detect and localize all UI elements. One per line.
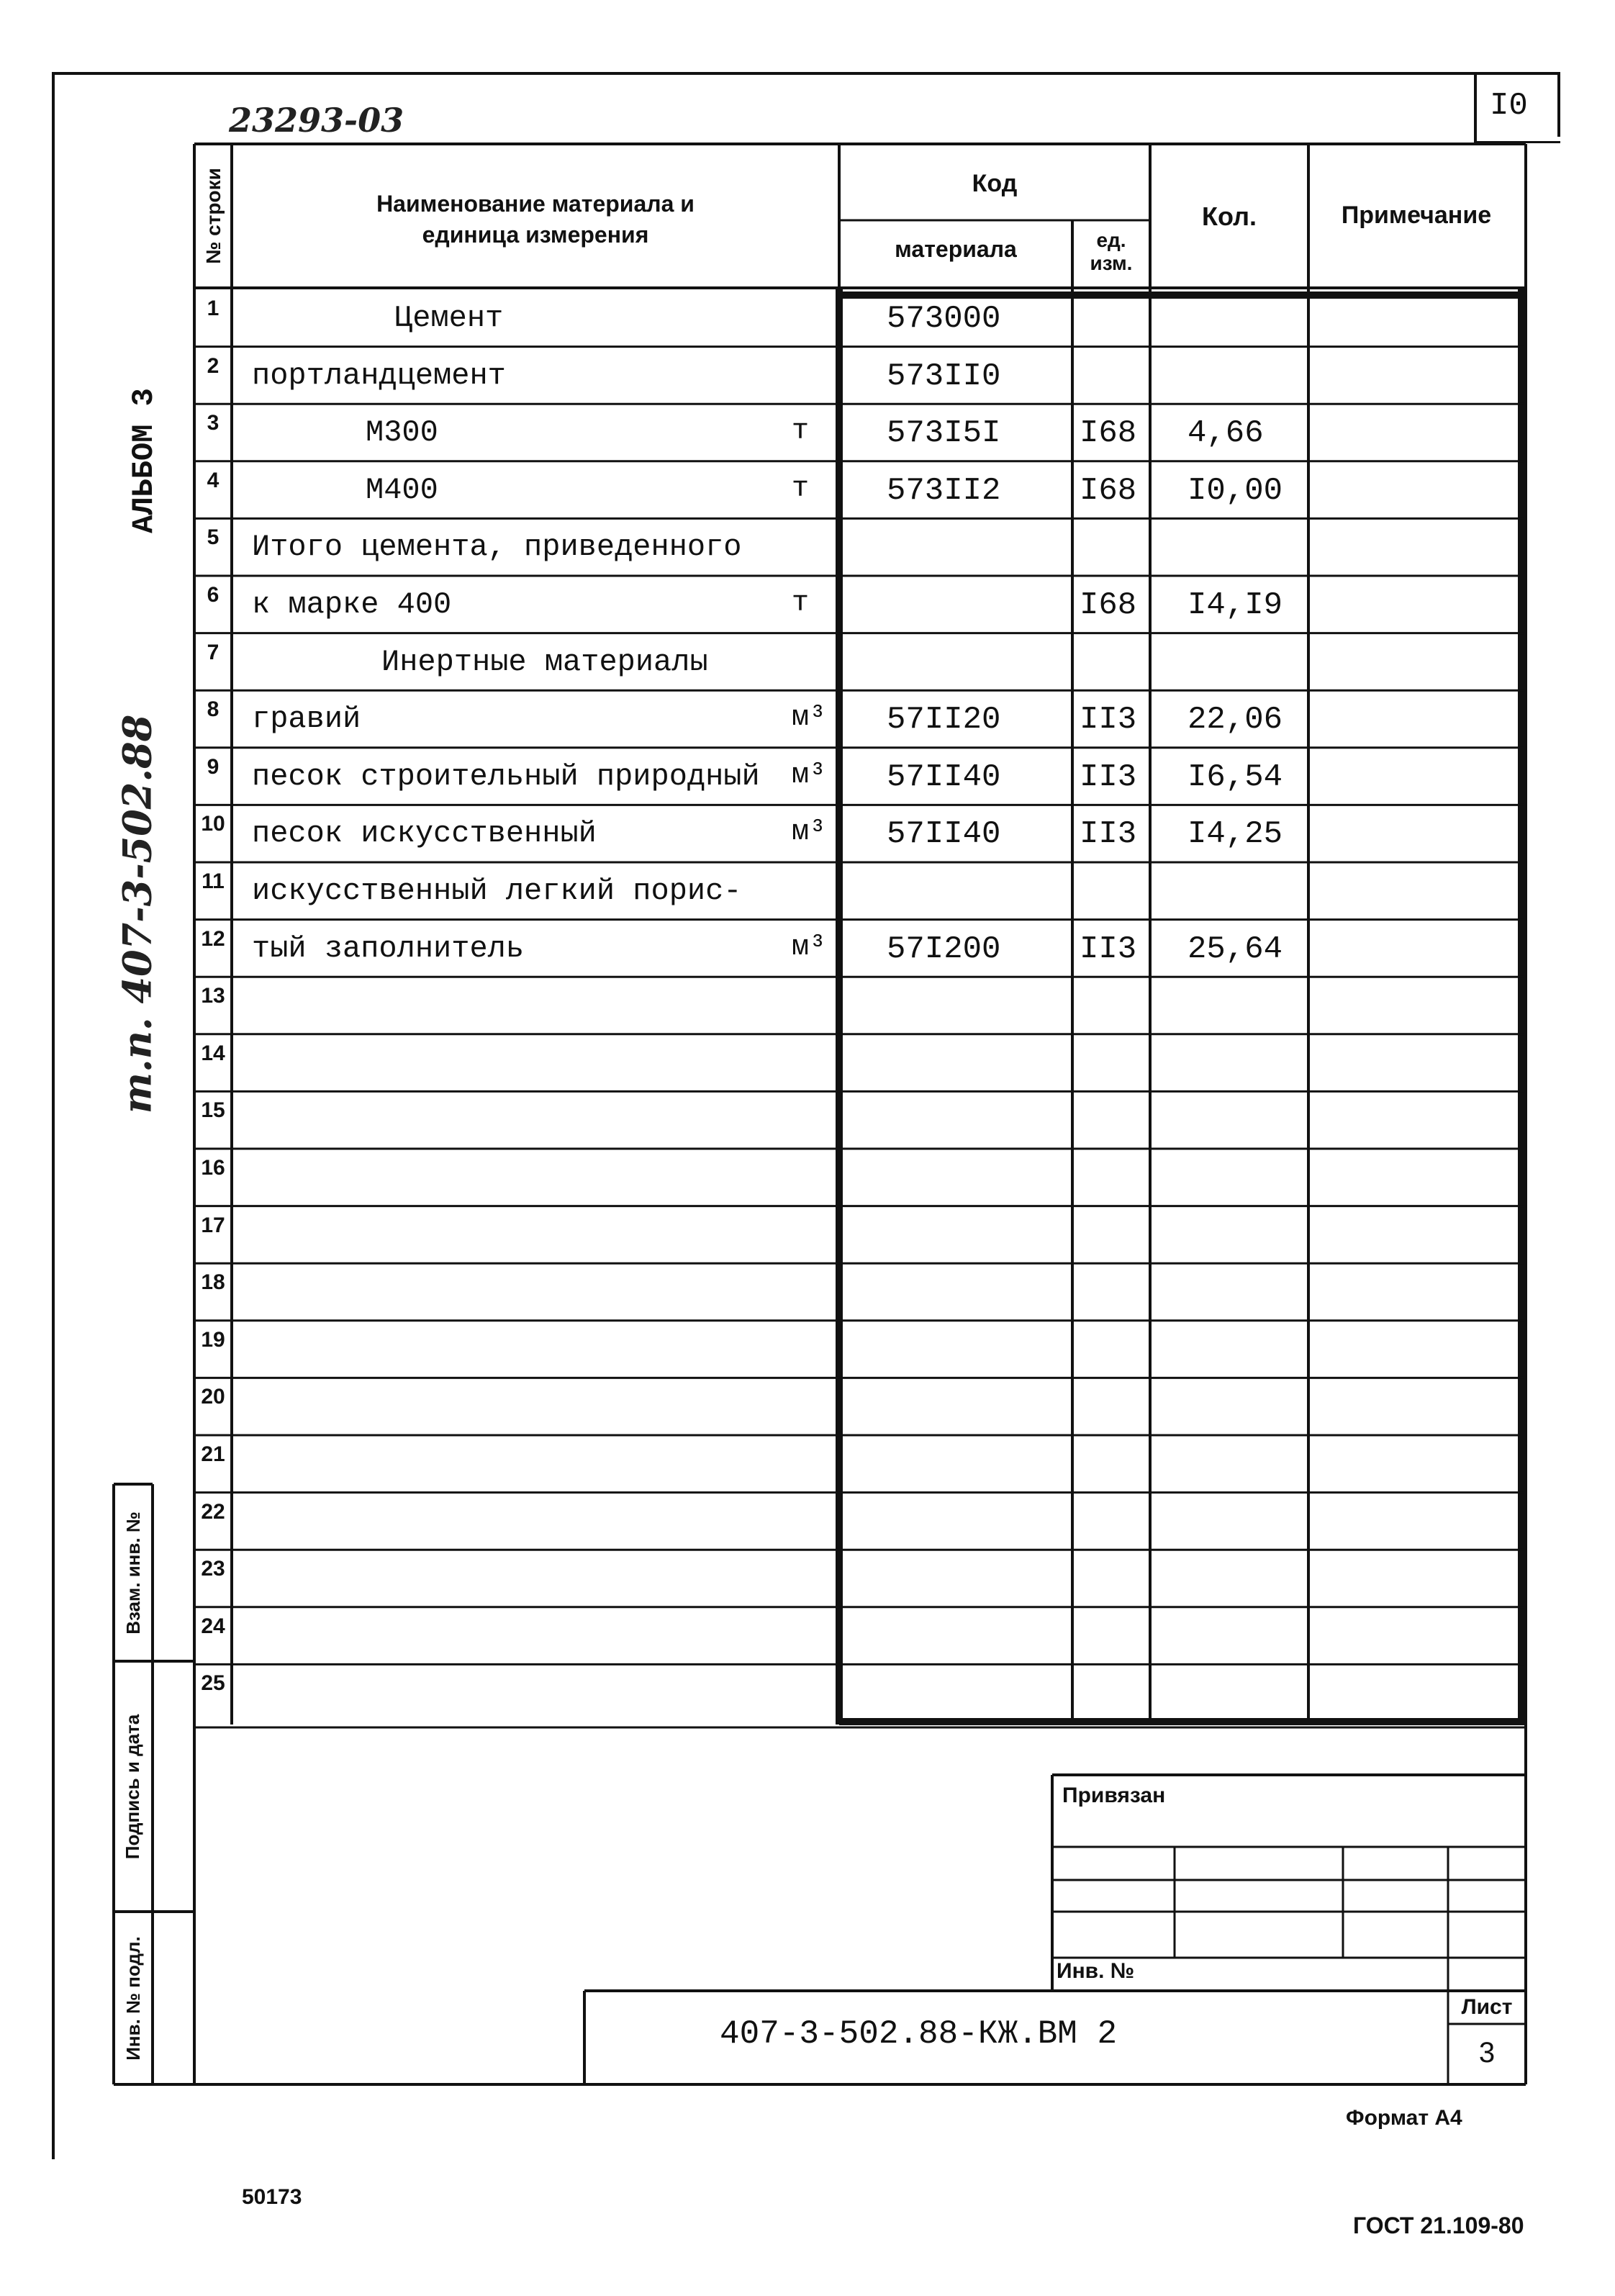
- row-number: 13: [201, 984, 225, 1008]
- row-code: 573000: [887, 301, 1001, 337]
- row-code: 573I5I: [887, 415, 1001, 452]
- row-code: 573II0: [887, 358, 1001, 394]
- row-unit: т: [792, 472, 810, 505]
- row-code: 57II20: [887, 702, 1001, 738]
- row-code: 57II40: [887, 816, 1001, 853]
- row-number: 1: [207, 297, 220, 320]
- header-material: материала: [895, 236, 1017, 262]
- header-unit-line2: изм.: [1090, 252, 1133, 274]
- title-privyazan: Привязан: [1062, 1784, 1166, 1807]
- row-qty: I4,I9: [1188, 587, 1283, 623]
- row-number: 18: [201, 1270, 225, 1295]
- row-number: 10: [201, 812, 225, 836]
- header-note: Примечание: [1341, 202, 1492, 229]
- row-name: Цемент: [394, 301, 504, 335]
- title-doc-id: 407-3-502.88-КЖ.ВМ 2: [720, 2015, 1118, 2053]
- row-number: 23: [201, 1557, 225, 1581]
- row-number: 17: [201, 1213, 225, 1237]
- row-number: 24: [201, 1614, 225, 1638]
- row-qty: I0,00: [1188, 472, 1283, 509]
- row-name: песок искусственный: [252, 816, 597, 851]
- row-name: тый заполнитель: [252, 931, 525, 966]
- row-qty: I4,25: [1188, 816, 1283, 853]
- header-row-number: № строки: [202, 168, 225, 264]
- header-unit-line1: ед.: [1096, 229, 1126, 251]
- row-code: 573II2: [887, 472, 1001, 509]
- header-name-line2: единица измерения: [422, 222, 649, 248]
- row-unit: т: [792, 587, 810, 620]
- row-name: М300: [366, 415, 438, 451]
- page-corner-number: I0: [1490, 88, 1528, 124]
- format-label: Формат А4: [1346, 2106, 1462, 2130]
- row-unit: м³: [792, 816, 827, 849]
- row-name: к марке 400: [252, 587, 452, 622]
- row-number: 11: [202, 869, 225, 893]
- side-album-label: АЛЬБОМ 3: [127, 388, 162, 533]
- row-number: 19: [201, 1327, 225, 1352]
- row-name: песок строительный природный: [252, 759, 760, 794]
- row-number: 6: [207, 583, 220, 607]
- row-unit-code: I68: [1080, 415, 1137, 452]
- row-number: 22: [201, 1499, 225, 1524]
- row-number: 4: [207, 468, 220, 492]
- row-unit-code: II3: [1080, 931, 1137, 967]
- stamp-inv-podl: Инв. № подл.: [122, 1935, 144, 2061]
- row-name: искусственный легкий порис-: [252, 874, 742, 908]
- row-number: 14: [201, 1041, 225, 1065]
- stamp-vzam-inv: Взам. инв. №: [122, 1511, 144, 1635]
- row-number: 25: [201, 1671, 225, 1696]
- row-qty: 22,06: [1188, 702, 1283, 738]
- gost-label: ГОСТ 21.109-80: [1353, 2213, 1524, 2238]
- row-number: 9: [207, 754, 220, 779]
- stamp-podpis-data: Подпись и дата: [122, 1714, 144, 1859]
- handwritten-doc-code: 23293-03: [229, 101, 404, 140]
- row-number: 7: [207, 640, 220, 664]
- row-unit-code: I68: [1080, 472, 1137, 509]
- row-number: 20: [201, 1385, 225, 1409]
- row-code: 57I200: [887, 931, 1001, 967]
- title-inv-no: Инв. №: [1057, 1959, 1135, 1983]
- row-number: 5: [207, 525, 220, 550]
- header-name-line1: Наименование материала и: [376, 191, 695, 217]
- row-unit-code: II3: [1080, 702, 1137, 738]
- row-number: 3: [207, 411, 220, 435]
- row-number: 12: [201, 926, 225, 951]
- row-name: Инертные материалы: [381, 644, 708, 679]
- row-qty: I6,54: [1188, 759, 1283, 795]
- footer-left-number: 50173: [242, 2185, 302, 2209]
- row-name: Итого цемента, приведенного: [252, 530, 742, 565]
- title-list-number: 3: [1478, 2037, 1496, 2069]
- row-unit-code: I68: [1080, 587, 1137, 623]
- row-unit: м³: [792, 702, 827, 735]
- row-number: 21: [201, 1442, 225, 1466]
- row-number: 2: [207, 353, 220, 378]
- row-unit-code: II3: [1080, 816, 1137, 853]
- row-number: 16: [201, 1156, 225, 1180]
- row-name: гравий: [252, 702, 361, 737]
- row-unit-code: II3: [1080, 759, 1137, 795]
- row-unit: м³: [792, 759, 827, 792]
- row-qty: 25,64: [1188, 931, 1283, 967]
- row-name: М400: [366, 472, 438, 507]
- row-unit: т: [792, 415, 810, 448]
- header-kod: Код: [972, 170, 1018, 197]
- row-qty: 4,66: [1188, 415, 1264, 452]
- side-tp-handwritten: т.п. 407-3-502.88: [114, 714, 160, 1114]
- row-unit: м³: [792, 931, 827, 964]
- row-number: 8: [207, 697, 220, 722]
- title-list-label: Лист: [1461, 1995, 1513, 2019]
- row-number: 15: [201, 1098, 225, 1123]
- header-qty: Кол.: [1202, 202, 1257, 231]
- row-name: портландцемент: [252, 358, 506, 393]
- row-code: 57II40: [887, 759, 1001, 795]
